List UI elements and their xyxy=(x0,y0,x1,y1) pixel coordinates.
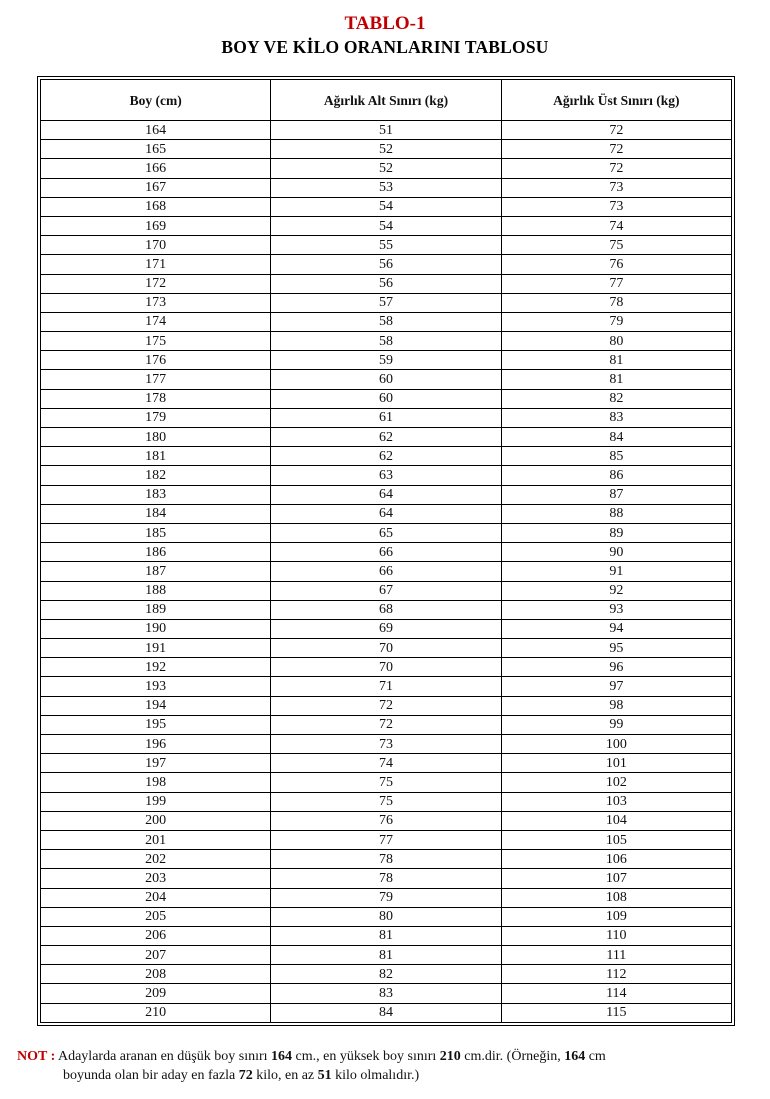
cell-height: 164 xyxy=(41,121,271,140)
cell-max-weight: 72 xyxy=(501,121,731,140)
table-header-row xyxy=(41,80,732,121)
table-row xyxy=(41,850,732,869)
cell-min-weight: 75 xyxy=(271,773,501,792)
cell-min-weight: 54 xyxy=(271,216,501,235)
table-row xyxy=(41,773,732,792)
cell-height: 203 xyxy=(41,869,271,888)
cell-max-weight: 103 xyxy=(501,792,731,811)
cell-max-weight: 99 xyxy=(501,715,731,734)
cell-max-weight: 82 xyxy=(501,389,731,408)
cell-max-weight: 115 xyxy=(501,1003,731,1022)
cell-max-weight: 72 xyxy=(501,140,731,159)
cell-max-weight: 107 xyxy=(501,869,731,888)
note-text: Adaylarda aranan en düşük boy sınırı xyxy=(55,1049,272,1064)
note-emphasis: 210 xyxy=(439,1049,461,1064)
cell-max-weight: 109 xyxy=(501,907,731,926)
table-row xyxy=(41,965,732,984)
cell-min-weight: 81 xyxy=(271,926,501,945)
cell-height: 201 xyxy=(41,830,271,849)
cell-max-weight: 110 xyxy=(501,926,731,945)
table-row xyxy=(41,332,732,351)
table-row xyxy=(41,715,732,734)
cell-min-weight: 83 xyxy=(271,984,501,1003)
cell-min-weight: 67 xyxy=(271,581,501,600)
cell-max-weight: 90 xyxy=(501,543,731,562)
cell-min-weight: 64 xyxy=(271,504,501,523)
cell-min-weight: 54 xyxy=(271,197,501,216)
cell-max-weight: 94 xyxy=(501,619,731,638)
table-row xyxy=(41,946,732,965)
cell-min-weight: 52 xyxy=(271,140,501,159)
cell-height: 184 xyxy=(41,504,271,523)
note-emphasis: 164 xyxy=(271,1049,293,1064)
cell-max-weight: 72 xyxy=(501,159,731,178)
cell-max-weight: 78 xyxy=(501,293,731,312)
table-row xyxy=(41,792,732,811)
cell-min-weight: 72 xyxy=(271,715,501,734)
cell-min-weight: 52 xyxy=(271,159,501,178)
cell-min-weight: 53 xyxy=(271,178,501,197)
table-row xyxy=(41,1003,732,1022)
table-row xyxy=(41,619,732,638)
cell-height: 171 xyxy=(41,255,271,274)
cell-min-weight: 68 xyxy=(271,600,501,619)
cell-min-weight: 56 xyxy=(271,274,501,293)
note-label: NOT : xyxy=(17,1049,56,1064)
table-subtitle: BOY VE KİLO ORANLARINI TABLOSU xyxy=(221,37,549,57)
cell-height: 180 xyxy=(41,428,271,447)
note-line-1 xyxy=(55,1049,606,1064)
cell-max-weight: 86 xyxy=(501,466,731,485)
cell-max-weight: 77 xyxy=(501,274,731,293)
cell-max-weight: 81 xyxy=(501,370,731,389)
table-row xyxy=(41,543,732,562)
cell-height: 175 xyxy=(41,332,271,351)
cell-height: 191 xyxy=(41,639,271,658)
table-row xyxy=(41,562,732,581)
cell-max-weight: 87 xyxy=(501,485,731,504)
note-text: cm., en yüksek boy sınırı xyxy=(292,1049,440,1064)
cell-max-weight: 105 xyxy=(501,830,731,849)
cell-min-weight: 66 xyxy=(271,562,501,581)
cell-max-weight: 93 xyxy=(501,600,731,619)
cell-height: 190 xyxy=(41,619,271,638)
note-text: kilo olmalıdır.) xyxy=(331,1068,420,1083)
cell-max-weight: 92 xyxy=(501,581,731,600)
cell-height: 209 xyxy=(41,984,271,1003)
cell-max-weight: 73 xyxy=(501,197,731,216)
cell-min-weight: 69 xyxy=(271,619,501,638)
cell-height: 173 xyxy=(41,293,271,312)
cell-height: 210 xyxy=(41,1003,271,1022)
cell-min-weight: 79 xyxy=(271,888,501,907)
cell-min-weight: 74 xyxy=(271,754,501,773)
cell-max-weight: 85 xyxy=(501,447,731,466)
column-header-min-weight: Ağırlık Alt Sınırı (kg) xyxy=(271,80,501,121)
cell-height: 194 xyxy=(41,696,271,715)
cell-min-weight: 60 xyxy=(271,370,501,389)
cell-min-weight: 62 xyxy=(271,428,501,447)
cell-min-weight: 78 xyxy=(271,850,501,869)
cell-height: 172 xyxy=(41,274,271,293)
cell-height: 166 xyxy=(41,159,271,178)
cell-height: 205 xyxy=(41,907,271,926)
cell-min-weight: 58 xyxy=(271,332,501,351)
cell-height: 200 xyxy=(41,811,271,830)
cell-height: 168 xyxy=(41,197,271,216)
cell-min-weight: 73 xyxy=(271,735,501,754)
table-row xyxy=(41,888,732,907)
height-weight-table-frame xyxy=(37,76,735,1026)
note-text: cm xyxy=(585,1049,606,1064)
cell-max-weight: 74 xyxy=(501,216,731,235)
table-row xyxy=(41,312,732,331)
cell-height: 169 xyxy=(41,216,271,235)
cell-max-weight: 114 xyxy=(501,984,731,1003)
cell-max-weight: 83 xyxy=(501,408,731,427)
cell-height: 186 xyxy=(41,543,271,562)
cell-height: 202 xyxy=(41,850,271,869)
table-row xyxy=(41,523,732,542)
cell-height: 170 xyxy=(41,236,271,255)
table-body xyxy=(41,121,732,1023)
table-row xyxy=(41,408,732,427)
cell-max-weight: 111 xyxy=(501,946,731,965)
cell-min-weight: 81 xyxy=(271,946,501,965)
cell-min-weight: 57 xyxy=(271,293,501,312)
cell-min-weight: 77 xyxy=(271,830,501,849)
cell-max-weight: 102 xyxy=(501,773,731,792)
cell-min-weight: 62 xyxy=(271,447,501,466)
cell-max-weight: 104 xyxy=(501,811,731,830)
table-row xyxy=(41,293,732,312)
cell-min-weight: 82 xyxy=(271,965,501,984)
note-text: kilo, en az xyxy=(252,1068,318,1083)
cell-min-weight: 80 xyxy=(271,907,501,926)
table-row xyxy=(41,600,732,619)
table-row xyxy=(41,197,732,216)
cell-max-weight: 106 xyxy=(501,850,731,869)
cell-min-weight: 70 xyxy=(271,639,501,658)
table-row xyxy=(41,159,732,178)
cell-max-weight: 91 xyxy=(501,562,731,581)
table-row xyxy=(41,274,732,293)
table-row xyxy=(41,926,732,945)
table-row xyxy=(41,389,732,408)
table-row xyxy=(41,351,732,370)
height-weight-table xyxy=(40,79,732,1023)
table-row xyxy=(41,869,732,888)
cell-max-weight: 112 xyxy=(501,965,731,984)
cell-min-weight: 76 xyxy=(271,811,501,830)
cell-height: 174 xyxy=(41,312,271,331)
cell-height: 181 xyxy=(41,447,271,466)
cell-max-weight: 101 xyxy=(501,754,731,773)
cell-min-weight: 51 xyxy=(271,121,501,140)
cell-height: 167 xyxy=(41,178,271,197)
cell-height: 165 xyxy=(41,140,271,159)
cell-max-weight: 76 xyxy=(501,255,731,274)
cell-max-weight: 100 xyxy=(501,735,731,754)
cell-max-weight: 81 xyxy=(501,351,731,370)
table-row xyxy=(41,236,732,255)
table-row xyxy=(41,466,732,485)
cell-height: 195 xyxy=(41,715,271,734)
cell-height: 208 xyxy=(41,965,271,984)
table-title: TABLO-1 xyxy=(344,13,426,34)
table-row xyxy=(41,428,732,447)
cell-min-weight: 66 xyxy=(271,543,501,562)
table-row xyxy=(41,754,732,773)
note-line-2 xyxy=(17,1066,757,1085)
table-row xyxy=(41,447,732,466)
table-row xyxy=(41,984,732,1003)
table-row xyxy=(41,370,732,389)
cell-height: 188 xyxy=(41,581,271,600)
cell-height: 198 xyxy=(41,773,271,792)
cell-height: 177 xyxy=(41,370,271,389)
note-emphasis: 72 xyxy=(238,1068,253,1083)
cell-max-weight: 97 xyxy=(501,677,731,696)
table-row xyxy=(41,907,732,926)
cell-max-weight: 89 xyxy=(501,523,731,542)
cell-min-weight: 59 xyxy=(271,351,501,370)
cell-min-weight: 78 xyxy=(271,869,501,888)
cell-height: 189 xyxy=(41,600,271,619)
table-row xyxy=(41,677,732,696)
note-emphasis: 164 xyxy=(564,1049,586,1064)
cell-height: 192 xyxy=(41,658,271,677)
cell-max-weight: 79 xyxy=(501,312,731,331)
cell-min-weight: 65 xyxy=(271,523,501,542)
cell-height: 207 xyxy=(41,946,271,965)
cell-max-weight: 95 xyxy=(501,639,731,658)
cell-height: 182 xyxy=(41,466,271,485)
cell-min-weight: 60 xyxy=(271,389,501,408)
cell-max-weight: 88 xyxy=(501,504,731,523)
cell-min-weight: 71 xyxy=(271,677,501,696)
cell-min-weight: 58 xyxy=(271,312,501,331)
cell-max-weight: 96 xyxy=(501,658,731,677)
cell-max-weight: 75 xyxy=(501,236,731,255)
cell-min-weight: 63 xyxy=(271,466,501,485)
footnote xyxy=(17,1047,757,1085)
cell-height: 196 xyxy=(41,735,271,754)
note-text: cm.dir. (Örneğin, xyxy=(460,1049,565,1064)
cell-max-weight: 80 xyxy=(501,332,731,351)
cell-height: 178 xyxy=(41,389,271,408)
cell-height: 183 xyxy=(41,485,271,504)
table-row xyxy=(41,696,732,715)
cell-min-weight: 75 xyxy=(271,792,501,811)
table-row xyxy=(41,830,732,849)
cell-min-weight: 56 xyxy=(271,255,501,274)
cell-height: 206 xyxy=(41,926,271,945)
cell-height: 187 xyxy=(41,562,271,581)
table-row xyxy=(41,216,732,235)
cell-height: 199 xyxy=(41,792,271,811)
table-row xyxy=(41,735,732,754)
cell-max-weight: 84 xyxy=(501,428,731,447)
cell-height: 176 xyxy=(41,351,271,370)
cell-min-weight: 70 xyxy=(271,658,501,677)
column-header-max-weight: Ağırlık Üst Sınırı (kg) xyxy=(501,80,731,121)
cell-height: 179 xyxy=(41,408,271,427)
cell-min-weight: 84 xyxy=(271,1003,501,1022)
cell-min-weight: 72 xyxy=(271,696,501,715)
column-header-height: Boy (cm) xyxy=(41,80,271,121)
cell-height: 185 xyxy=(41,523,271,542)
cell-max-weight: 98 xyxy=(501,696,731,715)
note-emphasis: 51 xyxy=(317,1068,332,1083)
table-row xyxy=(41,581,732,600)
table-row xyxy=(41,658,732,677)
cell-max-weight: 108 xyxy=(501,888,731,907)
table-row xyxy=(41,178,732,197)
table-row xyxy=(41,811,732,830)
note-text: boyunda olan bir aday en fazla xyxy=(63,1068,239,1083)
cell-min-weight: 55 xyxy=(271,236,501,255)
cell-max-weight: 73 xyxy=(501,178,731,197)
table-row xyxy=(41,140,732,159)
table-row xyxy=(41,639,732,658)
table-row xyxy=(41,255,732,274)
cell-height: 197 xyxy=(41,754,271,773)
table-row xyxy=(41,485,732,504)
table-row xyxy=(41,121,732,140)
cell-min-weight: 61 xyxy=(271,408,501,427)
cell-min-weight: 64 xyxy=(271,485,501,504)
cell-height: 204 xyxy=(41,888,271,907)
table-row xyxy=(41,504,732,523)
cell-height: 193 xyxy=(41,677,271,696)
